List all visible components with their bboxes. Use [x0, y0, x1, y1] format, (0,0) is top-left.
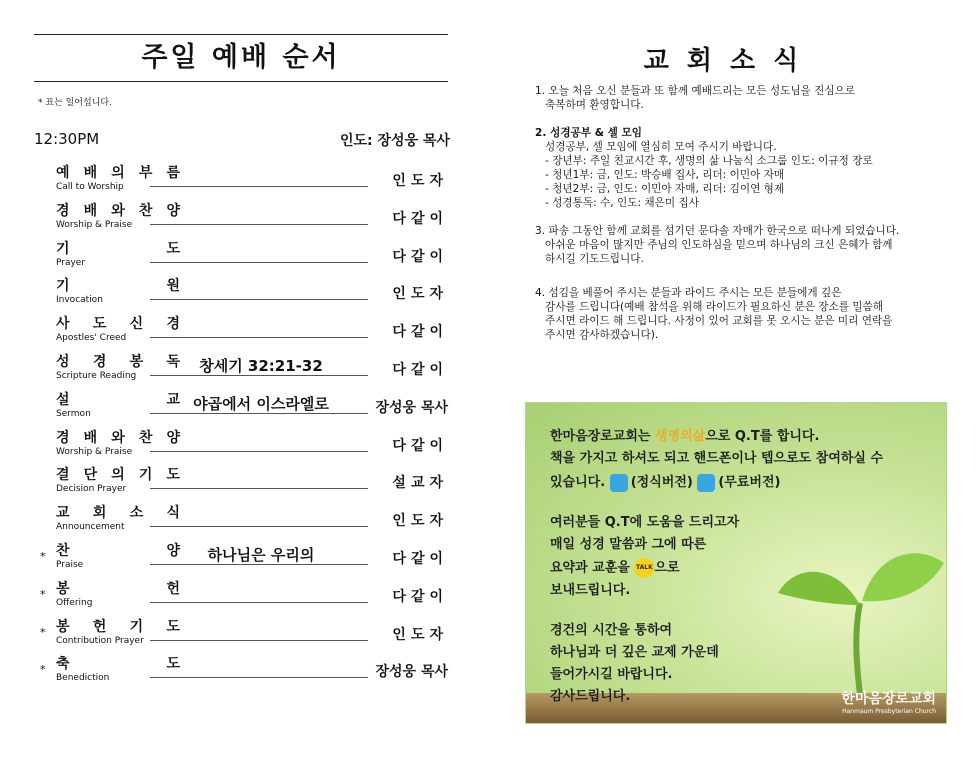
order-row	[34, 162, 448, 198]
church-logo: 한마음장로교회 Hanmaum Presbyterian Church	[841, 691, 936, 715]
order-item-role: 다같이	[392, 437, 448, 454]
news-2-heading: 2. 성경공부 & 셀 모임	[535, 127, 643, 139]
qt-line-6: 요약과 교훈을 TALK 으로	[550, 558, 680, 578]
order-item-role: 인도자	[392, 626, 448, 643]
order-row	[34, 238, 448, 274]
order-item-role: 다같이	[392, 324, 448, 341]
news-2-line1: 성경공부, 셀 모임에 열심히 모여 주시기 바랍니다.	[545, 141, 777, 153]
qt-line-5: 매일 성경 말씀과 그에 따른	[550, 537, 707, 552]
qt-line-7: 보내드립니다.	[550, 583, 631, 598]
order-item-name: 경 배 와 찬 양	[56, 429, 180, 446]
order-row	[34, 578, 448, 614]
qt-line-1: 한마음장로교회는 생명의삶으로 Q.T를 합니다.	[550, 429, 820, 444]
standing-mark: *	[40, 587, 46, 601]
order-row	[34, 540, 448, 576]
order-item-name: 찬 양	[56, 543, 180, 559]
qt-line-10: 들어가시길 바랍니다.	[550, 667, 673, 682]
standing-mark: *	[40, 663, 46, 677]
order-row	[34, 200, 448, 236]
leader-line	[150, 262, 368, 263]
news-3-line3: 하시길 기도드립니다.	[545, 253, 644, 265]
news-3-line1: 3. 파송 그동안 함께 교회를 섬기던 문다솔 자매가 한국으로 떠나게 되었습니다.	[535, 225, 900, 237]
order-item-english: Invocation	[56, 295, 103, 306]
order-item-name: 교 회 소 식	[56, 505, 180, 522]
order-item-english: Prayer	[56, 257, 86, 268]
order-item-english: Worship & Praise	[56, 446, 133, 457]
order-item-role: 장성웅 목사	[375, 399, 448, 416]
order-item-english: Apostles' Creed	[56, 333, 127, 344]
order-item-detail: 야곱에서 이스라엘로	[154, 393, 368, 414]
news-4-line1: 4. 섬김을 베풀어 주시는 분들과 라이드 주시는 모든 분들에게 깊은	[535, 287, 842, 299]
order-row	[34, 351, 448, 387]
qt-book-name: 생명의삶	[655, 429, 706, 444]
qt-line-3: 있습니다. (정식버전) (무료버전)	[550, 475, 781, 490]
order-item-name: 기 원	[56, 278, 180, 295]
order-item-english: Contribution Prayer	[56, 635, 144, 646]
order-title-box	[34, 34, 448, 82]
service-time: 12:30PM	[34, 130, 100, 148]
order-row	[34, 464, 448, 500]
news-item-1	[535, 84, 950, 112]
news-4-line2: 감사를 드립니다(예배 참석을 위해 라이드가 필요하신 분은 장소를 밀씀해	[545, 301, 884, 313]
order-item-detail: 창세기 32:21-32	[154, 355, 368, 376]
leader-line	[150, 186, 368, 187]
standing-note: * 표는 일어섭니다.	[38, 98, 112, 108]
order-item-name: 설 교	[56, 391, 180, 408]
qt-free-app-icon[interactable]	[697, 474, 715, 492]
leader-line	[150, 640, 368, 641]
news-1-line1: 1. 오늘 처음 오신 분들과 또 함께 예배드리는 모든 성도님을 진심으로	[535, 85, 856, 97]
qt-banner	[525, 402, 947, 724]
order-item-english: Offering	[56, 597, 93, 608]
order-item-role: 다같이	[392, 248, 448, 265]
leader-line	[150, 677, 368, 678]
leader-line	[150, 526, 368, 527]
order-item-role: 설교자	[392, 475, 448, 492]
order-item-role: 다같이	[392, 210, 448, 227]
leader-line	[150, 602, 368, 603]
order-item-english: Scripture Reading	[56, 371, 137, 381]
news-4-line3: 주시면 라이드 해 드립니다. 사정이 있어 교회를 못 오시는 분은 미리 연락을	[545, 315, 893, 327]
order-item-name: 사 도 신 경	[56, 316, 180, 333]
qt-line-8: 경건의 시간을 통하여	[550, 623, 673, 638]
order-item-role: 다같이	[392, 362, 448, 378]
order-row	[34, 313, 448, 349]
order-item-role: 인도자	[392, 286, 448, 303]
order-item-role: 인도자	[392, 173, 448, 189]
order-row	[34, 616, 448, 652]
order-item-name: 예 배 의 부 름	[56, 165, 180, 181]
sprout-icon	[776, 523, 946, 703]
order-item-detail: 하나님은 우리의	[154, 544, 368, 565]
order-item-role: 다같이	[392, 588, 448, 605]
order-row	[34, 427, 448, 463]
order-item-name: 성 경 봉 독	[56, 354, 180, 370]
order-row	[34, 389, 448, 425]
qt-line-4: 여러분들 Q.T에 도움을 드리고자	[550, 515, 740, 530]
qt-line-2: 책을 가지고 하셔도 되고 핸드폰이나 텝으로도 참여하실 수	[550, 451, 884, 466]
order-item-name: 기 도	[56, 240, 180, 257]
qt-line-11: 감사드립니다.	[550, 689, 631, 704]
news-item-2	[535, 126, 950, 210]
news-3-line2: 아쉬운 마음이 많지만 주님의 인도하심을 믿으며 하나님의 크신 은혜가 함께	[545, 239, 893, 251]
news-item-3	[535, 224, 950, 266]
standing-mark: *	[40, 550, 46, 563]
order-item-english: Announcement	[56, 522, 125, 533]
news-title: 교회소식	[643, 46, 817, 76]
order-item-english: Sermon	[56, 408, 91, 419]
news-item-4	[535, 286, 950, 342]
leader-line	[150, 488, 368, 489]
qt-line-9: 하나님과 더 깊은 교제 가운데	[550, 645, 719, 660]
leader-line	[150, 337, 368, 338]
news-2-line3: - 청년1부: 금, 인도: 박승배 집사, 리더: 이민아 자매	[545, 169, 785, 181]
order-item-name: 경 배 와 찬 양	[56, 202, 180, 219]
news-2-line2: - 장년부: 주일 친교시간 후, 생명의 삶 나눔식 소그룹 인도: 이규정 장로	[545, 155, 873, 167]
order-item-english: Benediction	[56, 673, 110, 684]
news-4-line4: 주시면 감사하겠습니다).	[545, 329, 659, 341]
order-item-role: 다같이	[392, 551, 448, 567]
news-1-line2: 축복하며 환영합니다.	[545, 99, 644, 111]
standing-mark: *	[40, 625, 46, 639]
order-item-english: Call to Worship	[56, 182, 124, 192]
leader-line	[150, 224, 368, 225]
order-item-name: 결 단 의 기 도	[56, 467, 180, 484]
order-row	[34, 502, 448, 538]
order-row	[34, 653, 448, 689]
news-2-line5: - 성경통독: 수, 인도: 채은미 집사	[545, 197, 699, 209]
leader-line	[150, 299, 368, 300]
order-item-role: 장성웅 목사	[375, 664, 448, 681]
order-item-name: 봉 헌	[56, 580, 180, 597]
order-item-english: Decision Prayer	[56, 484, 127, 495]
kakaotalk-icon: TALK	[634, 558, 654, 578]
leader-line	[150, 451, 368, 452]
news-2-line4: - 청년2부: 금, 인도: 이민아 자매, 리더: 김이연 형제	[545, 183, 785, 195]
order-item-name: 축 도	[56, 656, 180, 673]
order-item-english: Worship & Praise	[56, 219, 133, 230]
qt-app-icon[interactable]	[610, 474, 628, 492]
order-row	[34, 275, 448, 311]
order-item-english: Praise	[56, 560, 84, 570]
order-title: 주일 예배 순서	[141, 42, 341, 73]
order-item-name: 봉 헌 기 도	[56, 618, 180, 635]
order-item-role: 인도자	[392, 513, 448, 530]
service-leader: 인도: 장성웅 목사	[340, 133, 451, 149]
